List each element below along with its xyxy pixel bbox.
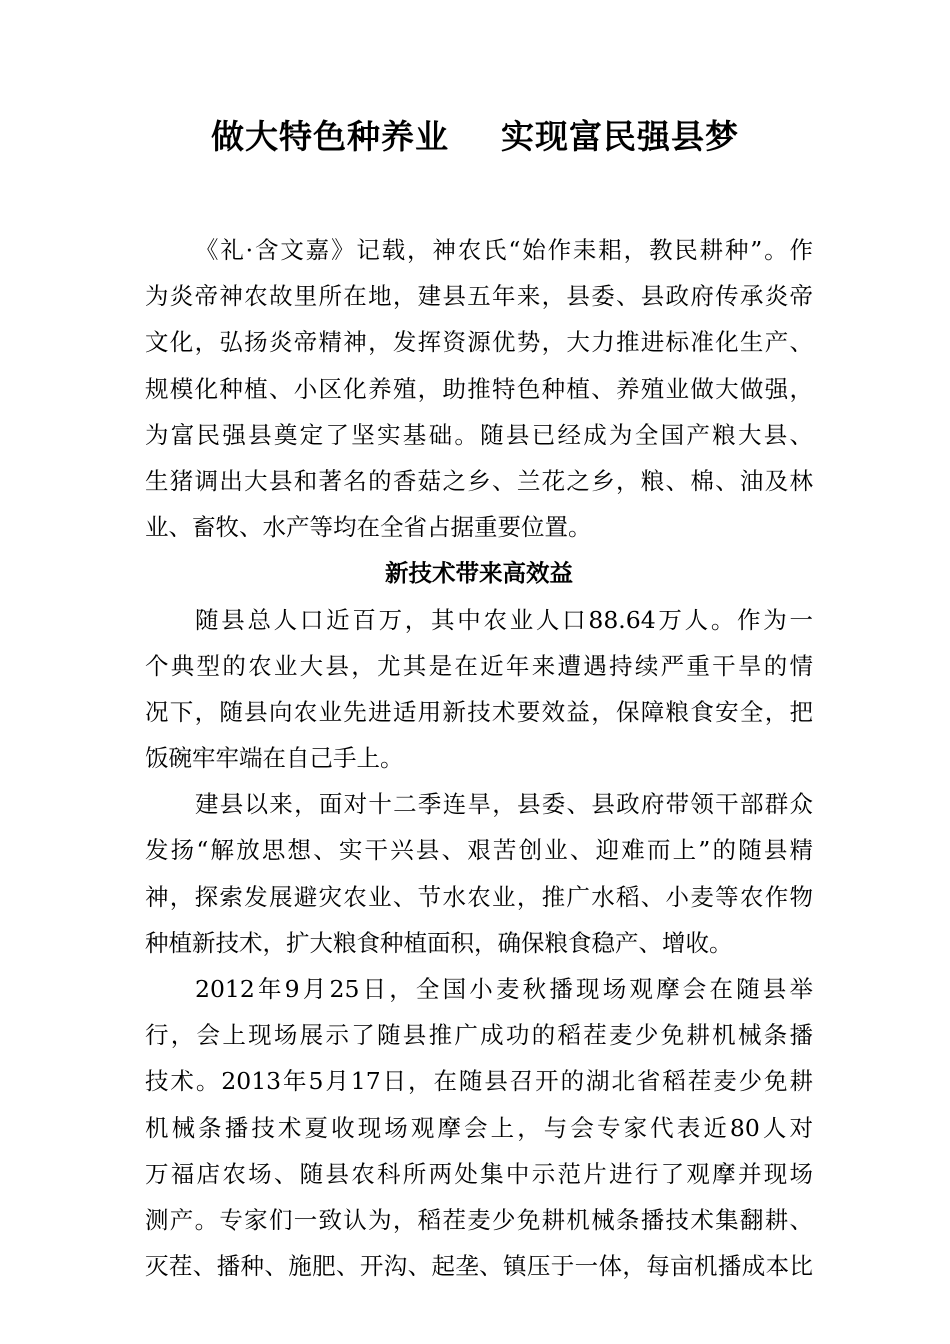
paragraph-2-line: 饭碗牢牢端在自己手上。 [145, 744, 404, 773]
title-part-2: 实现富民强县梦 [501, 117, 739, 156]
paragraph-1-line: 业、畜牧、水产等均在全省占据重要位置。 [145, 513, 592, 542]
section-heading: 新技术带来高效益 [385, 559, 573, 588]
paragraph-1-line: 《礼·含文嘉》记载，神农氏“始作耒耜，教民耕种”。作 [195, 236, 813, 264]
paragraph-4-line: 机械条播技术夏收现场观摩会上，与会专家代表近80人对 [145, 1113, 813, 1142]
document-body [145, 227, 813, 1289]
paragraph-3-line: 发扬“解放思想、实干兴县、艰苦创业、迎难而上”的随县精 [145, 836, 813, 865]
paragraph-2-line: 随县总人口近百万，其中农业人口88.64万人。作为一 [195, 605, 813, 634]
paragraph-1-line: 规模化种植、小区化养殖，助推特色种植、养殖业做大做强， [145, 374, 813, 403]
paragraph-1-line: 生猪调出大县和著名的香菇之乡、兰花之乡，粮、棉、油及林 [145, 466, 813, 495]
paragraph-3-line: 神，探索发展避灾农业、节水农业，推广水稻、小麦等农作物 [145, 882, 813, 911]
paragraph-2-line: 况下，随县向农业先进适用新技术要效益，保障粮食安全，把 [145, 697, 813, 726]
paragraph-3-line: 建县以来，面对十二季连旱，县委、县政府带领干部群众 [195, 790, 813, 819]
document-title [0, 112, 950, 162]
paragraph-3-line: 种植新技术，扩大粮食种植面积，确保粮食稳产、增收。 [145, 928, 733, 957]
paragraph-1-line: 文化，弘扬炎帝精神，发挥资源优势，大力推进标准化生产、 [145, 328, 813, 357]
paragraph-4-line: 行，会上现场展示了随县推广成功的稻茬麦少免耕机械条播 [145, 1021, 813, 1050]
title-part-1: 做大特色种养业 [211, 117, 449, 156]
paragraph-4-line: 万福店农场、随县农科所两处集中示范片进行了观摩并现场 [145, 1159, 813, 1188]
paragraph-1-line: 为炎帝神农故里所在地，建县五年来，县委、县政府传承炎帝 [145, 282, 813, 311]
paragraph-4-line: 灭茬、播种、施肥、开沟、起垄、镇压于一体，每亩机播成本比 [145, 1252, 813, 1281]
paragraph-4-line: 测产。专家们一致认为，稻茬麦少免耕机械条播技术集翻耕、 [145, 1205, 813, 1234]
paragraph-1-line: 为富民强县奠定了坚实基础。随县已经成为全国产粮大县、 [145, 420, 813, 449]
paragraph-2-line: 个典型的农业大县，尤其是在近年来遭遇持续严重干旱的情 [145, 651, 813, 680]
paragraph-4-line: 2012年9月25日，全国小麦秋播现场观摩会在随县举 [195, 975, 813, 1003]
paragraph-4-line: 技术。2013年5月17日，在随县召开的湖北省稻茬麦少免耕 [145, 1067, 813, 1096]
